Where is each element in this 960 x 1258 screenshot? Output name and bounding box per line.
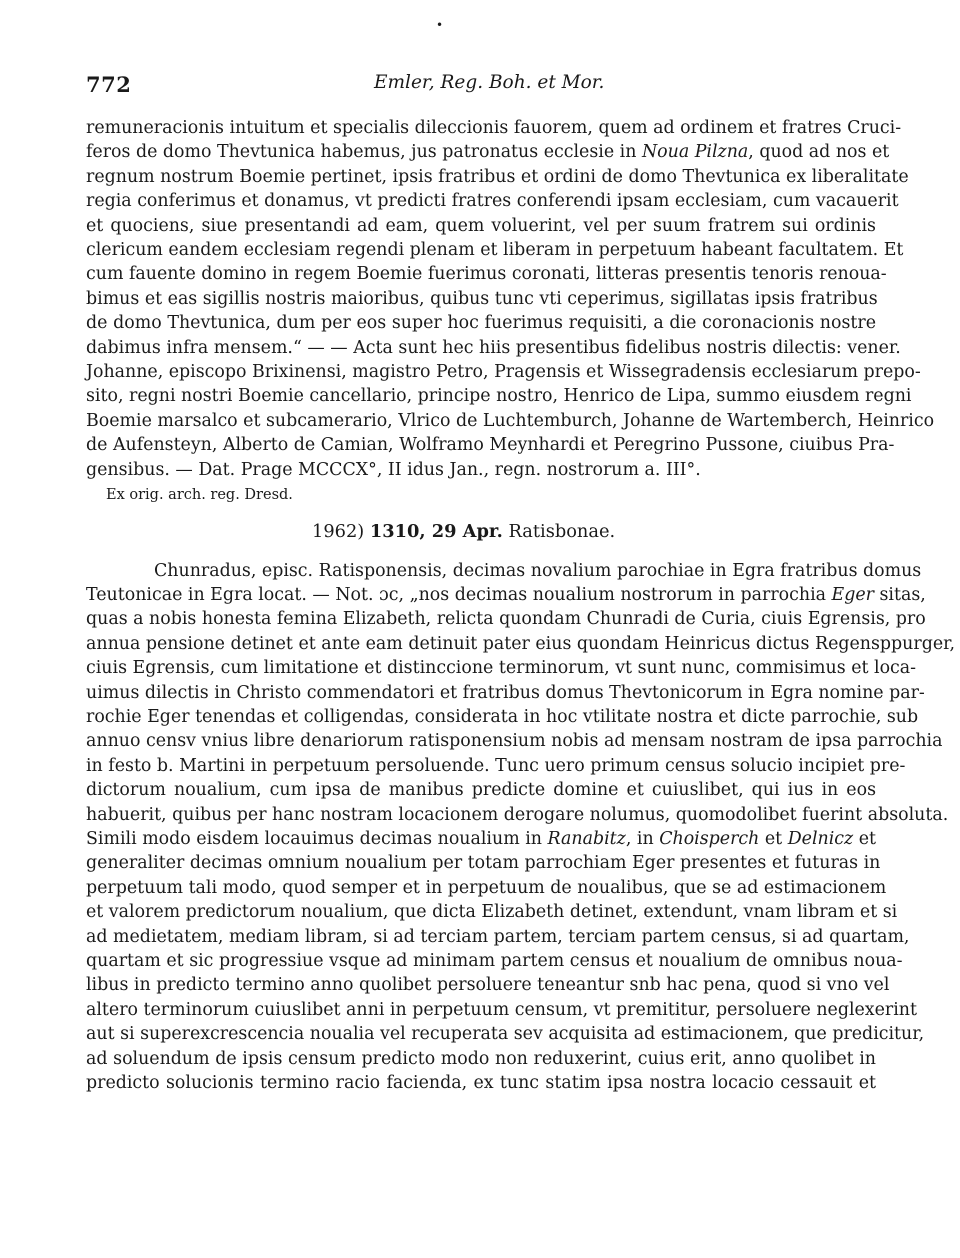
text-line: de domo Thevtunica, dum per eos super hoc fuerimus requisiti, a die coronacionis nostre <box>86 313 876 334</box>
text-line: ad soluendum de ipsis censum predicto modo non reduxerint, cuius erit, anno quolibet in <box>86 1048 876 1069</box>
text-line: aut si superexcrescencia noualia vel recuperata sev acquisita ad estimacionem, que predicitur, <box>86 1024 925 1045</box>
text-line: libus in predicto termino anno quolibet persoluere teneantur snb hac pena, quod si vno vel <box>86 975 890 996</box>
place-name: Noua Pilzna <box>641 142 749 163</box>
page-header <box>86 72 876 98</box>
text-line: predicto solucionis termino racio facienda, ex tunc statim ipsa nostra locacio cessauit et <box>86 1073 876 1094</box>
document-place: Ratisbonae. <box>508 521 616 543</box>
place-name: Choisperch <box>659 828 760 849</box>
document-1962-text <box>86 559 956 1096</box>
place-name: Delnicz <box>787 828 854 849</box>
text-line: quas a nobis honesta femina Elizabeth, relicta quondam Chunradi de Curia, ciuis Egrensis, pro <box>86 609 926 630</box>
text-line: ciuis Egrensis, cum limitatione et distinccione terminorum, vt sunt nunc, commisimus et loca- <box>86 658 917 679</box>
text-line: cum fauente domino in regem Boemie fuerimus coronati, litteras presentis tenoris renoua- <box>86 264 887 285</box>
text-line: et valorem predictorum noualium, que dicta Elizabeth detinet, extendunt, vnam libram et si <box>86 902 898 923</box>
text-line: regnum nostrum Boemie pertinet, ipsis fratribus et ordini de domo Thevtunica ex liberalitate <box>86 166 909 187</box>
text-line: annuo censv vnius libre denariorum ratisponensium nobis ad mensam nostram de ipsa parrochia <box>86 731 943 752</box>
charter-text-continued <box>86 116 935 482</box>
place-name: Ranabitz <box>547 828 626 849</box>
text-line: bimus et eas sigillis nostris maioribus, quibus tunc vti ceperimus, sigillatas ipsis fratribus <box>86 288 878 309</box>
source-note: Ex orig. arch. reg. Dresd. <box>106 487 293 504</box>
text-line: habuerit, quibus per hanc nostram locacionem derogare nolumus, quomodolibet fuerint absoluta. <box>86 804 949 825</box>
text-line: sito, regni nostri Boemie cancellario, principe nostro, Henrico de Lipa, summo eiusdem regni <box>86 386 912 407</box>
text-line: in festo b. Martini in perpetuum persoluende. Tunc uero primum census solucio incipiet pre- <box>86 755 906 776</box>
text-line: Simili modo eisdem locauimus decimas noualium in Ranabitz, in Choisperch et Delnicz et <box>86 828 876 849</box>
text-line: uimus dilectis in Christo commendatori et fratribus domus Thevtonicorum in Egra nomine par- <box>86 682 925 703</box>
text-line: Boemie marsalco et subcamerario, Vlrico de Luchtemburch, Johanne de Wartemberch, Heinrico <box>86 410 935 431</box>
text-line: Teutonicae in Egra locat. — Not. ɔc, „nos decimas noualium nostrorum in parrochia Eger sitas, <box>86 584 926 605</box>
running-title: Emler, Reg. Boh. et Mor. <box>374 72 605 93</box>
text-line: Chunradus, episc. Ratisponensis, decimas novalium parochiae in Egra fratribus domus <box>154 560 922 581</box>
text-line: gensibus. — Dat. Prage MCCCX°, II idus Jan., regn. nostrorum a. III°. <box>86 459 701 480</box>
text-line: de Aufensteyn, Alberto de Camian, Wolframo Meynhardi et Peregrino Pussone, ciuibus Pra- <box>86 435 895 456</box>
page-body <box>86 116 956 1095</box>
text-line: rochie Eger tenendas et colligendas, considerata in hoc vtilitate nostra et dicte parrochie, sub <box>86 706 919 727</box>
text-line: regia conferimus et donamus, vt predicti fratres conferendi ipsam ecclesiam, cum vacauerit <box>86 191 899 212</box>
text-line: perpetuum tali modo, quod semper et in perpetuum de noualibus, que se ad estimacionem <box>86 877 887 898</box>
text-line: remuneracionis intuitum et specialis dileccionis fauorem, quem ad ordinem et fratres Cruci- <box>86 118 902 138</box>
document-number: 1962) <box>312 521 365 543</box>
text-line: annua pensione detinet et ante eam detinuit pater eius quondam Heinricus dictus Regensppurger, <box>86 633 956 654</box>
text-line: generaliter decimas omnium noualium per totam parrochiam Eger presentes et futuras in <box>86 853 881 874</box>
text-line: Johanne, episcopo Brixinensi, magistro Petro, Pragensis et Wissegradensis ecclesiarum prepo- <box>86 362 921 383</box>
text-line: et quociens, siue presentandi ad eam, quem voluerint, vel per suum fratrem sui ordinis <box>86 215 876 236</box>
text-line: clericum eandem ecclesiam regendi plenam et liberam in perpetuum habeant facultatem. Et <box>86 240 904 261</box>
document-heading <box>86 520 876 544</box>
place-name: Eger <box>831 584 874 605</box>
top-mark: • <box>436 18 444 32</box>
text-line: dictorum noualium, cum ipsa de manibus predicte domine et cuiuslibet, qui ius in eos <box>86 780 876 801</box>
text-line: quartam et sic progressiue vsque ad minimam partem census et noualium de omnibus noua- <box>86 951 903 971</box>
text-line: ad medietatem, mediam libram, si ad terciam partem, terciam partem census, si ad quartam, <box>86 926 910 947</box>
text-line: dabimus infra mensem.“ — — Acta sunt hec hiis presentibus fidelibus nostris dilectis: vener. <box>86 337 901 358</box>
document-date: 1310, 29 Apr. <box>369 521 503 543</box>
text-line: altero terminorum cuiuslibet anni in perpetuum censum, vt premititur, persoluere neglexerint <box>86 999 917 1020</box>
page-number: 772 <box>86 72 132 97</box>
text-line: feros de domo Thevtunica habemus, jus patronatus ecclesie in Noua Pilzna, quod ad nos et <box>86 142 890 163</box>
